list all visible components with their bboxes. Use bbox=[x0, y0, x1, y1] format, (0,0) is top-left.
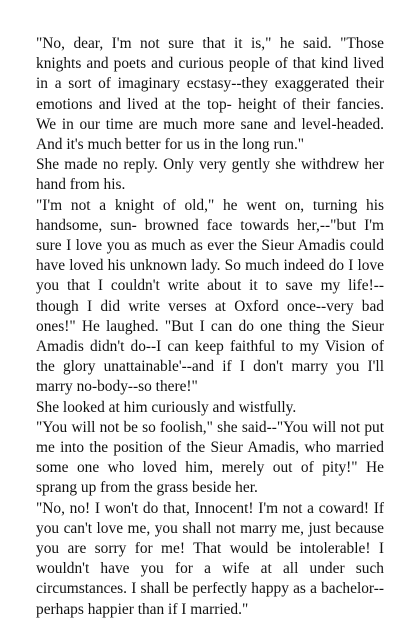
paragraph-4: She looked at him curiously and wistfully. bbox=[36, 398, 297, 416]
paragraph-3: "I'm not a knight of old," he went on, turning his handsome, sun- browned face towards her,--"but I'm sure I love you as much as ever the Sieur Amadis could have loved his unknown lady. So much indeed do I love you that I couldn't write about it to save my life!--though I did write verses at Oxford once--very bad ones!" He laughed. "But I can do one thing the Sieur Amadis didn't do--I can keep faithful to my Vision of the glory unattainable'--and if I don't marry you I'll marry no-body--so there!" bbox=[36, 196, 384, 396]
paragraph-6: "No, no! I won't do that, Innocent! I'm not a coward! If you can't love me, you shall not marry me, just because you are sorry for me! That would be intolerable! I wouldn't have you for a wife at all under such circumstances. I shall be perfectly happy as a bachelor--perhaps happier than if I married." bbox=[36, 499, 384, 618]
paragraph-5: "You will not be so foolish," she said--"You will not put me into the position of the Sieur Amadis, who married some one who loved him, merely out of pity!" He sprang up from the grass beside her. bbox=[36, 418, 384, 497]
page-text bbox=[36, 34, 384, 620]
paragraph-2: She made no reply. Only very gently she withdrew her hand from his. bbox=[36, 156, 384, 194]
paragraph-1: "No, dear, I'm not sure that it is," he said. "Those knights and poets and curious people of that kind lived in a sort of imaginary ecstasy--they exaggerated their emotions and lived at the top- height of their fancies. We in our time are much more sane and level-headed. And it's much better for us in the long run." bbox=[36, 35, 384, 154]
